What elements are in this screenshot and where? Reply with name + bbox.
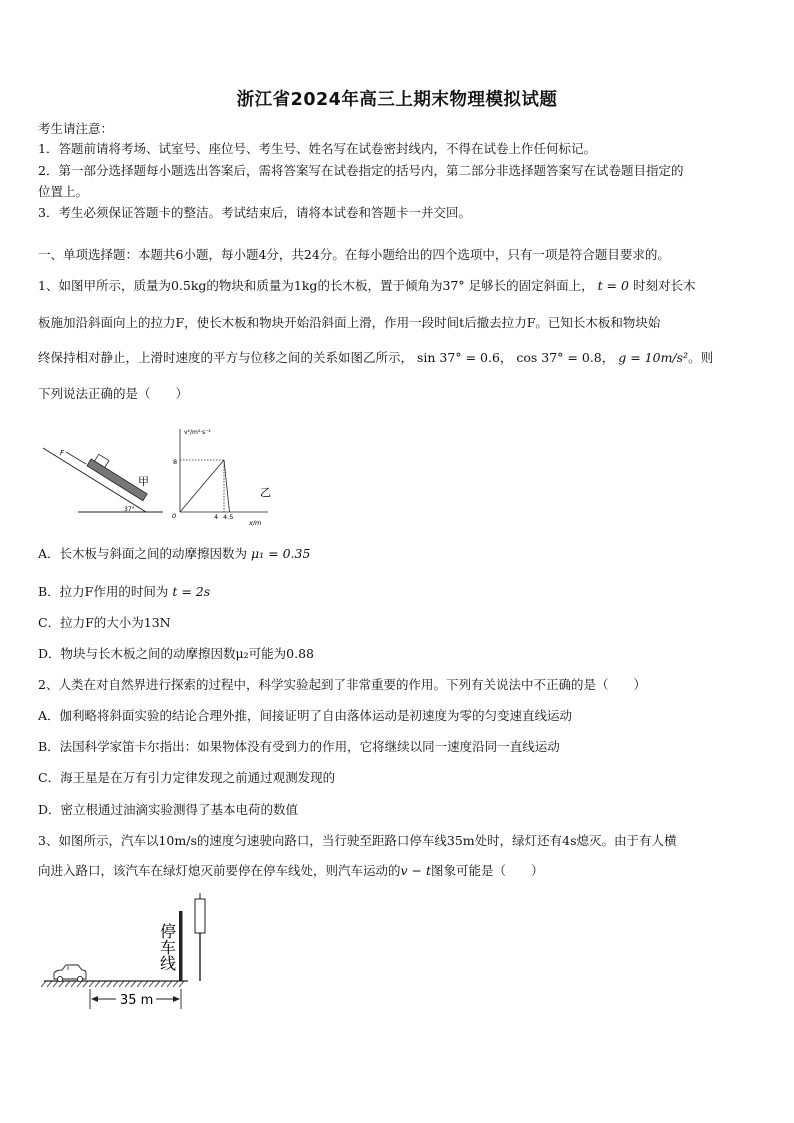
q3-line-1-a: 3、如图所示，汽车以 [38, 833, 159, 848]
angle-label: 37° [124, 506, 135, 513]
q1-time-zero: t = 0 [597, 278, 629, 293]
q1-line-4: 下列说法正确的是（ ） [38, 386, 189, 401]
q1-option-b-math: t = 2s [172, 584, 211, 599]
q1-option-a-math: μ₁ = 0.35 [251, 546, 311, 561]
stop-line-post [179, 911, 183, 981]
q1-line-1 [38, 277, 758, 295]
dimension-arrow-right [173, 996, 180, 1002]
q1-cos37: cos 37° = 0.8 [516, 350, 602, 365]
y-axis-label: v²/m²·s⁻² [184, 429, 211, 436]
notice-heading: 考生请注意： [38, 121, 114, 136]
section1-heading: 一、单项选择题：本题共6小题，每小题4分，共24分。在每小题给出的四个选项中，只有一项是符合题目要求的。 [38, 247, 670, 262]
q2-option-c[interactable]: C．海王星是在万有引力定律发现之前通过观测发现的 [38, 770, 336, 785]
q1-line-1-text-b: 时刻对长木 [632, 278, 696, 293]
q1-option-a[interactable] [38, 545, 758, 563]
q2-option-b[interactable]: B．法国科学家笛卡尔指出：如果物体没有受到力的作用，它将继续以同一速度沿同一直线运动 [38, 739, 560, 754]
notice-item-1: 1．答题前请将考场、试室号、座位号、考生号、姓名写在试卷密封线内，不得在试卷上作任何标记。 [38, 141, 596, 156]
incline-surface [43, 448, 146, 512]
q1-line-1-text-a: 1、如图甲所示，质量为0.5kg的物块和质量为1kg的长木板，置于倾角为37° 足够长的固定斜面上， [38, 278, 594, 293]
q3-line-1 [38, 832, 758, 850]
x-tick-4: 4 [214, 513, 219, 521]
q1-sin37: sin 37° = 0.6 [417, 350, 500, 365]
fig-yi-label: 乙 [260, 486, 271, 499]
x-tick-4-5: 4.5 [223, 513, 234, 521]
q1-line-2: 板施加沿斜面向上的拉力F，使长木板和物块开始沿斜面上滑，作用一段时间t后撤去拉力F。已知长木板和物块始 [38, 315, 661, 330]
traffic-light-icon [195, 899, 205, 933]
q3-figure [40, 893, 230, 1013]
q1-option-b[interactable] [38, 583, 758, 601]
origin-label: 0 [172, 512, 177, 520]
q1-figure-jia [38, 440, 168, 520]
notice-item-2: 2．第一部分选择题每小题选出答案后，需将答案写在试卷指定的括号内，第二部分非选择题答案写在试卷题目指定的 [38, 163, 684, 178]
q1-option-d[interactable]: D．物块与长木板之间的动摩擦因数μ₂可能为0.88 [38, 646, 314, 661]
q2-option-d[interactable]: D．密立根通过油滴实验测得了基本电荷的数值 [38, 802, 299, 817]
x-axis-label: x/m [249, 519, 262, 526]
q3-line-2-b: 图象可能是（ ） [431, 863, 544, 878]
dimension-arrow-left [91, 996, 98, 1002]
q3-time: 4s [562, 833, 577, 848]
q1-option-b-text: B．拉力F作用的时间为 [38, 584, 169, 599]
stop-line-label: 停车线 [157, 923, 177, 971]
graph-fall-segment [224, 460, 230, 512]
q3-speed: 10m/s [158, 833, 197, 848]
notice-item-3: 3．考生必须保证答题卡的整洁。考试结束后，请将本试卷和答题卡一并交回。 [38, 205, 471, 220]
q1-option-a-text: A．长木板与斜面之间的动摩擦因数为 [38, 546, 248, 561]
graph-rise-segment [180, 460, 224, 512]
q1-figure-yi [170, 424, 280, 526]
y-tick-8: 8 [173, 458, 178, 466]
exam-title: 浙江省2024年高三上期末物理模拟试题 [236, 90, 558, 110]
q3-line-1-b: 的速度匀速驶向路口，当行驶至距路口停车线 [196, 833, 447, 848]
q3-line-2 [38, 862, 758, 880]
q3-line-2-a: 向进入路口，该汽车在绿灯熄灭前要停在停车线处，则汽车运动的 [38, 863, 401, 878]
q1-gravity: g = 10m/s² [618, 350, 689, 365]
q3-line-1-e: 熄灭。由于有人横 [576, 833, 677, 848]
q3-vt-symbol: v − t [400, 863, 432, 878]
distance-label: 35 m [120, 993, 154, 1008]
q1-option-c[interactable]: C．拉力F的大小为13N [38, 615, 171, 630]
q2-stem: 2、人类在对自然界进行探索的过程中，科学实验起到了非常重要的作用。下列有关说法中不正确的是（ ） [38, 677, 646, 692]
force-label: F [60, 449, 65, 457]
notice-item-2-cont: 位置上。 [38, 184, 89, 199]
q1-line-3: 终保持相对静止，上滑时速度的平方与位移之间的关系如图乙所示， sin 37° = 0.6， cos 37° = 0.8， g = 10m/s²。则 [38, 350, 714, 365]
q3-distance: 35m [446, 833, 475, 848]
force-arrow [66, 452, 86, 464]
q1-line-3-text-b: 。则 [688, 350, 714, 365]
q2-option-a[interactable]: A．伽利略将斜面实验的结论合理外推，间接证明了自由落体运动是初速度为零的匀变速直线运动 [38, 708, 573, 723]
q1-line-3-text-a: 终保持相对静止，上滑时速度的平方与位移之间的关系如图乙所示， [38, 350, 414, 365]
car-icon [54, 965, 86, 982]
q3-line-1-c: 处时，绿灯还有 [474, 833, 563, 848]
road-hatching [41, 981, 184, 987]
fig-jia-label: 甲 [138, 475, 149, 488]
